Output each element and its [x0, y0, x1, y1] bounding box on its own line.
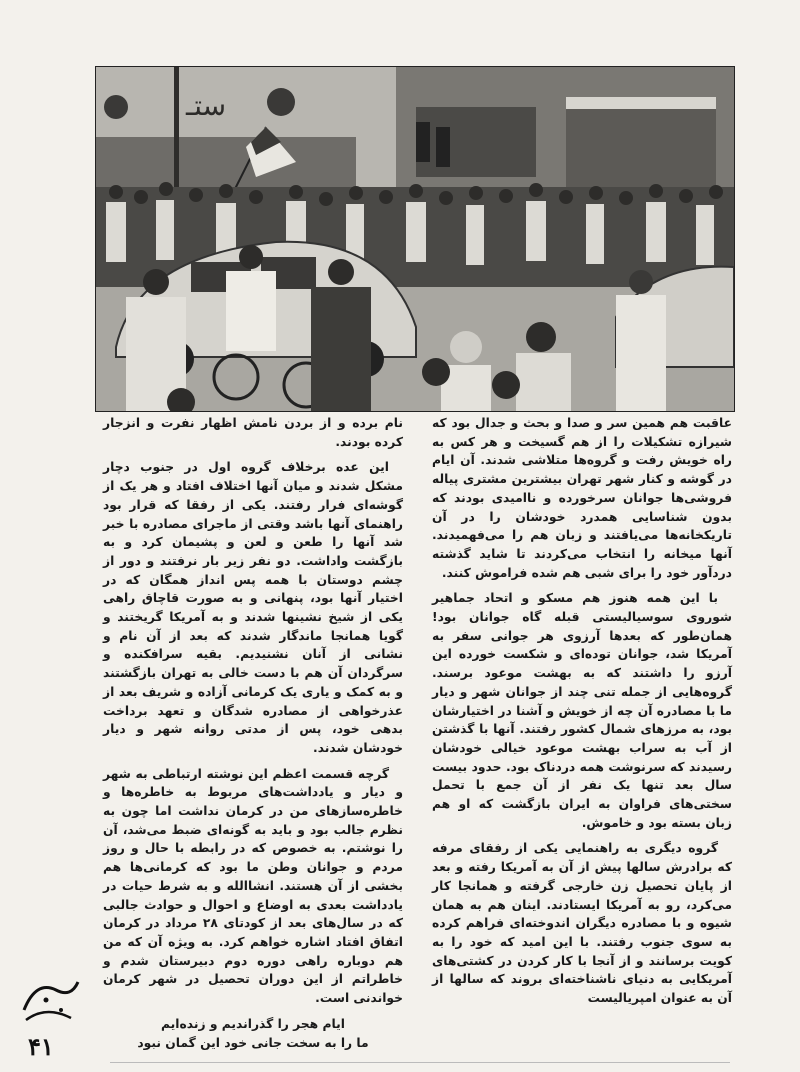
photo-illustration: [96, 67, 734, 411]
paragraph: عاقبت هم همین سر و صدا و بحث و جدال بود که شیرازه تشکیلات را از هم گسیخت و هر کس به راه خویش رفت و گروه‌ها متلاشی شدند. آن ایام در گوشه و کنار شهر تهران بیشترین مشتری پیاله فروشی‌ها جوانان سرخورده و ناامیدی بودند که بدون شناسایی همدرد خودشان را در آن تاریکخانه‌ها می‌یافتند و زبان هم را می‌فهمیدند. آنها میخانه را انتخاب می‌کردند تا شاید گذشته دردآور خود را برای شبی هم شده فراموش کنند.: [432, 416, 732, 580]
poem-line: ایام هجر را گذراندیم و زنده‌ایم: [161, 1016, 345, 1031]
paragraph: گرچه قسمت اعظم این نوشته ارتباطی به شهر و دیار و یادداشت‌های مربوط به خاطره‌ها و خاطره‌سازهای من در کرمان نداشت اما چون به نظرم جالب بود و باید به گونه‌ای ضبط می‌شد، آن را نوشتم. به خصوص که در رابطه با حال و روز مردم و جوانان وطن ما بود که کرمانی‌ها هم بخشی از آن هستند. انشاالله و به شرط حیات در یادداشت بعدی به اوضاع و احوال و حوادث جالبی که در سال‌های بعد از کودتای ۲۸ مرداد در کرمان اتفاق افتاد اشاره خواهم کرد. به ویژه آن که من هم دوباره راهی دوره دوم دبیرستان شدم و خاطراتم از این دوران تحصیل در شهر کرمان خواندنی است.: [103, 766, 403, 1006]
kerman-calligraphy-logo: [16, 970, 86, 1030]
crowd-street-photo: [95, 66, 735, 412]
page-number: ۴۱: [28, 1032, 54, 1061]
paragraph: گروه دیگری به راهنمایی یکی از رفقای مرفه که برادرش سالها پیش از آن به آمریکا رفته و بعد از پایان تحصیل زن خارجی گرفته و همانجا کار می‌کرد، رو به آمریکا ایستادند. اینان هم به همان شیوه و با مصادره دیگران اندوخته‌ای فراهم کرده به سوی جنوب رفتند. با این امید که خود را به کویت برسانند و از آنجا با کار کردن در کشتی‌های آمریکایی به دنیای ناشناخته‌ای بروند که سالها از آن به عنوان امپریالیست: [432, 841, 732, 1006]
storefront-sign: ستـ: [186, 89, 227, 122]
paragraph: نام برده و از بردن نامش اظهار نفرت و انزجار کرده بودند.: [103, 416, 403, 449]
footer-divider: [110, 1062, 730, 1063]
paragraph: این عده برخلاف گروه اول در جنوب دچار مشکل شدند و میان آنها اختلاف افتاد و هر یک از گوشه‌ای فرار رفتند. یکی از رفقا که قرار بود راهنمای آنها باشد وقتی از ماجرای مصادره با خبر شد آنها را طعن و لعن و پشیمان کرد و به بازگشت واداشت. دو نفر زیر بار نرفتند و دور از چشم دوستان با همه پس انداز همگان که در اختیار آنها بود، پنهانی و به صورت قاچاق راهی یکی از شیخ نشینها شدند و به آمریکا گریختند و گویا همانجا ماندگار شدند که بعد از آن نام و نشانی از آنان نشنیدیم. بقیه سرافکنده و سرگردان آن هم با دست خالی به تهران بازگشتند و به کمک و یاری یک کرمانی آزاده و شریف بعد از عذرخواهی از مصادره شدگان و تعهد برداخت بدهی خود، پس از مدتی روانه شهر و دیار خودشان شدند.: [103, 460, 403, 755]
poem-verse: [103, 1015, 403, 1052]
poem-line: ما را به سخت جانی خود این گمان نبود: [137, 1035, 369, 1050]
article-column-right: [432, 414, 732, 1015]
paragraph: با این همه هنوز هم مسکو و اتحاد جماهیر شوروی سوسیالیستی قبله گاه جوانان بود! همان‌طور که بعدها آرزوی هر جوانی سفر به آمریکا شد، جوانان توده‌ای و شکست خورده این آرزو را داشتند که به بهشت موعود برسند. گروه‌هایی از جمله تنی چند از جوانان شهر و دیار ما با مصادره آن چه از خویش و آشنا در اختیارشان بود، به مرزهای شمال کشور رفتند. آنها با گذشتن از آب به سراب بهشت موعود خیالی خودشان رسیدند که سرنوشت همه دردناک بود. حدود بیست سال بعد تنها یک نفر از آن جمع با تحمل سختی‌های فراوان به ایران بازگشت که او هم زبان بسته بود و خاموش.: [432, 591, 732, 830]
article-column-left: [103, 414, 403, 1052]
